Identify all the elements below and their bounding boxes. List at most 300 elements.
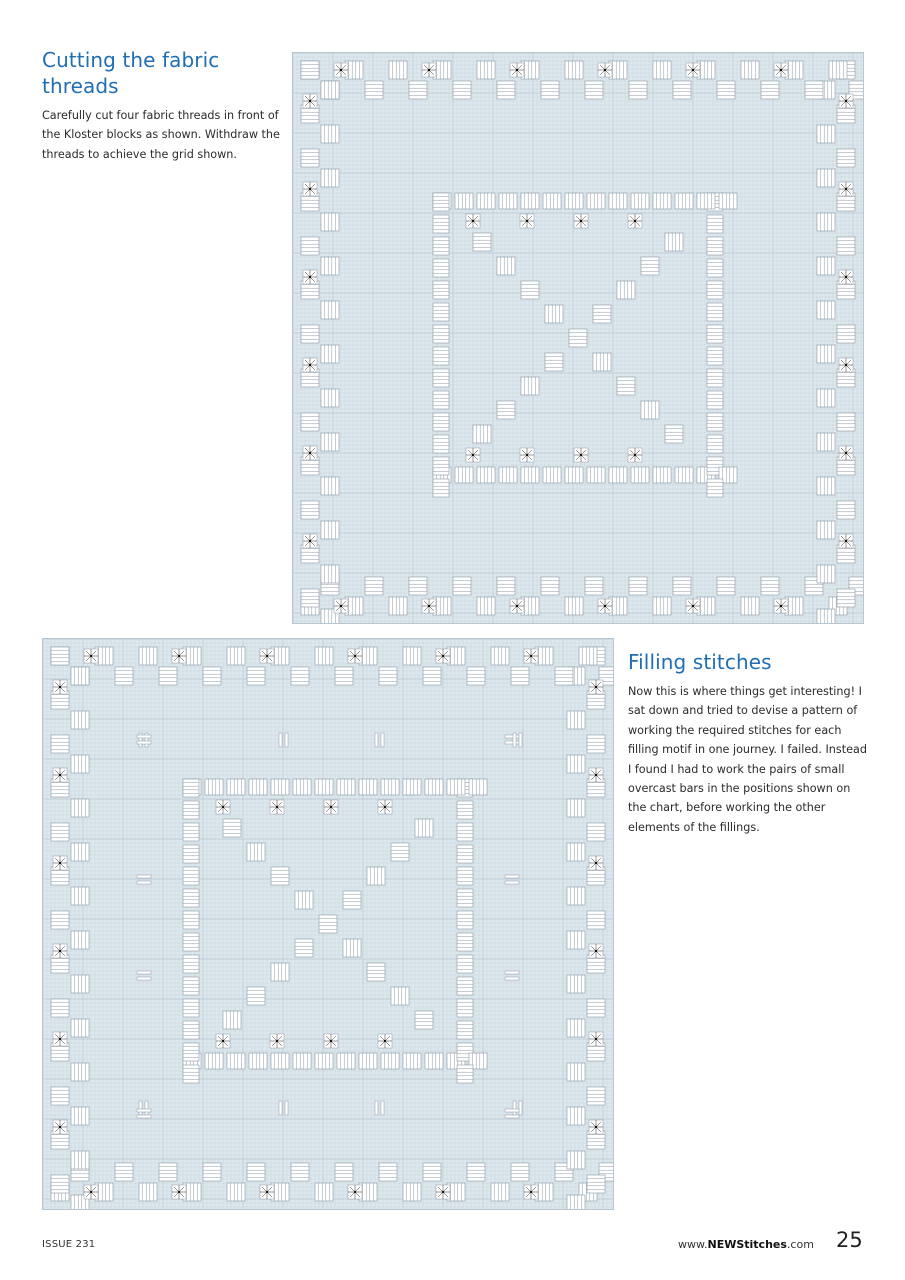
kloster-block: [817, 521, 835, 539]
kloster-block: [183, 845, 199, 863]
eyelet-stitch: [334, 63, 348, 77]
kloster-block: [359, 779, 377, 795]
cutting-heading: Cutting the fabric threads: [42, 48, 220, 98]
kloster-block: [71, 931, 89, 949]
kloster-block: [477, 193, 495, 209]
kloster-block: [301, 413, 319, 431]
kloster-block: [159, 1163, 177, 1181]
kloster-block: [379, 667, 397, 685]
kloster-block: [499, 467, 517, 483]
eyelet-stitch: [216, 1034, 230, 1048]
kloster-block: [565, 467, 583, 483]
kloster-block: [567, 1019, 585, 1037]
kloster-block: [315, 1183, 333, 1201]
kloster-block: [467, 667, 485, 685]
kloster-block: [71, 1151, 89, 1169]
kloster-block: [545, 305, 563, 323]
kloster-block: [381, 779, 399, 795]
kloster-block: [379, 1163, 397, 1181]
kloster-block: [321, 345, 339, 363]
kloster-block: [321, 521, 339, 539]
eyelet-stitch: [589, 944, 603, 958]
kloster-block: [567, 1151, 585, 1169]
eyelet-stitch: [84, 1185, 98, 1199]
kloster-block: [617, 281, 635, 299]
kloster-block: [203, 1163, 221, 1181]
kloster-block: [653, 597, 671, 615]
kloster-block: [183, 955, 199, 973]
kloster-block: [491, 1183, 509, 1201]
kloster-block: [183, 999, 199, 1017]
eyelet-stitch: [589, 768, 603, 782]
kloster-block: [457, 977, 473, 995]
kloster-block: [71, 799, 89, 817]
kloster-block: [665, 233, 683, 251]
kloster-block: [457, 889, 473, 907]
kloster-block: [335, 667, 353, 685]
eyelet-stitch: [84, 649, 98, 663]
kloster-block: [321, 125, 339, 143]
kloster-block: [453, 577, 471, 595]
kloster-block: [139, 647, 157, 665]
eyelet-stitch: [303, 358, 317, 372]
eyelet-stitch: [466, 214, 480, 228]
kloster-block: [579, 647, 597, 665]
cutting-section: [42, 47, 282, 164]
kloster-block: [71, 1107, 89, 1125]
kloster-block: [51, 735, 69, 753]
kloster-block: [543, 193, 561, 209]
kloster-block: [425, 779, 443, 795]
kloster-block: [183, 1065, 199, 1083]
kloster-block: [403, 1183, 421, 1201]
cutting-body: Carefully cut four fabric threads in front of the Kloster blocks as shown. Withdraw the threads to achieve the grid shown.: [42, 109, 280, 161]
kloster-block: [321, 477, 339, 495]
kloster-block: [183, 933, 199, 951]
eyelet-stitch: [324, 800, 338, 814]
kloster-block: [587, 1175, 605, 1193]
kloster-block: [321, 301, 339, 319]
filling-heading: Filling stitches: [628, 650, 772, 674]
kloster-block: [183, 867, 199, 885]
kloster-block: [183, 889, 199, 907]
kloster-block: [433, 215, 449, 233]
kloster-block: [457, 801, 473, 819]
kloster-block: [565, 597, 583, 615]
kloster-block: [271, 779, 289, 795]
kloster-block: [837, 589, 855, 607]
kloster-block: [817, 477, 835, 495]
kloster-block: [183, 823, 199, 841]
kloster-block: [433, 413, 449, 431]
kloster-block: [403, 647, 421, 665]
kloster-block: [389, 597, 407, 615]
kloster-block: [433, 435, 449, 453]
eyelet-stitch: [589, 1120, 603, 1134]
kloster-block: [433, 369, 449, 387]
kloster-block: [817, 609, 835, 623]
kloster-block: [641, 401, 659, 419]
kloster-block: [321, 169, 339, 187]
kloster-block: [249, 1053, 267, 1069]
kloster-block: [707, 303, 723, 321]
kloster-block: [301, 149, 319, 167]
kloster-block: [587, 823, 605, 841]
kloster-block: [203, 667, 221, 685]
kloster-block: [629, 81, 647, 99]
eyelet-stitch: [422, 599, 436, 613]
kloster-block: [271, 963, 289, 981]
kloster-block: [423, 667, 441, 685]
kloster-block: [223, 819, 241, 837]
kloster-block: [51, 1175, 69, 1193]
kloster-block: [51, 911, 69, 929]
eyelet-stitch: [422, 63, 436, 77]
kloster-block: [707, 259, 723, 277]
kloster-block: [205, 779, 223, 795]
eyelet-stitch: [334, 599, 348, 613]
kloster-block: [593, 305, 611, 323]
kloster-block: [51, 823, 69, 841]
eyelet-stitch: [172, 1185, 186, 1199]
eyelet-stitch: [303, 94, 317, 108]
issue-label: ISSUE 231: [42, 1239, 96, 1250]
kloster-block: [817, 169, 835, 187]
kloster-block: [587, 911, 605, 929]
eyelet-stitch: [303, 534, 317, 548]
kloster-block: [227, 1183, 245, 1201]
kloster-block: [569, 329, 587, 347]
kloster-block: [629, 577, 647, 595]
kloster-block: [139, 1183, 157, 1201]
kloster-block: [321, 81, 339, 99]
kloster-block: [457, 867, 473, 885]
kloster-block: [447, 779, 465, 795]
eyelet-stitch: [53, 1032, 67, 1046]
kloster-block: [337, 779, 355, 795]
eyelet-stitch: [53, 680, 67, 694]
kloster-block: [301, 237, 319, 255]
filling-body: Now this is where things get interesting! I sat down and tried to devise a pattern of working the required stitches for each filling motif in one journey. I failed. Instead I found I had to work the pairs of small overcast bars in the positions shown on the chart, before working the other elements of the fillings.: [628, 685, 867, 834]
kloster-block: [837, 149, 855, 167]
kloster-block: [567, 799, 585, 817]
eyelet-stitch: [686, 63, 700, 77]
kloster-block: [673, 81, 691, 99]
kloster-block: [565, 61, 583, 79]
kloster-block: [457, 845, 473, 863]
kloster-block: [71, 843, 89, 861]
kloster-block: [457, 911, 473, 929]
kloster-block: [457, 823, 473, 841]
kloster-block: [183, 1021, 199, 1039]
kloster-block: [631, 467, 649, 483]
kloster-block: [391, 987, 409, 1005]
kloster-block: [115, 667, 133, 685]
kloster-block: [433, 457, 449, 475]
kloster-block: [761, 577, 779, 595]
kloster-block: [587, 467, 605, 483]
kloster-block: [653, 61, 671, 79]
kloster-block: [817, 389, 835, 407]
kloster-block: [291, 1163, 309, 1181]
url-brand-stitches: Stitches: [736, 1238, 787, 1251]
kloster-block: [71, 887, 89, 905]
kloster-block: [817, 257, 835, 275]
kloster-block: [543, 467, 561, 483]
kloster-block: [567, 843, 585, 861]
kloster-block: [497, 401, 515, 419]
kloster-block: [521, 377, 539, 395]
kloster-block: [359, 1053, 377, 1069]
kloster-block: [473, 233, 491, 251]
kloster-block: [521, 467, 539, 483]
kloster-block: [343, 939, 361, 957]
eyelet-stitch: [348, 649, 362, 663]
kloster-block: [291, 667, 309, 685]
kloster-block: [271, 1053, 289, 1069]
kloster-block: [301, 589, 319, 607]
kloster-block: [433, 347, 449, 365]
kloster-block: [159, 667, 177, 685]
kloster-block: [593, 353, 611, 371]
eyelet-stitch: [839, 534, 853, 548]
kloster-block: [567, 887, 585, 905]
eyelet-stitch: [628, 214, 642, 228]
kloster-block: [457, 933, 473, 951]
eyelet-stitch: [378, 800, 392, 814]
hardanger-chart-bottom: [43, 639, 613, 1209]
kloster-block: [499, 193, 517, 209]
kloster-block: [477, 61, 495, 79]
kloster-block: [497, 257, 515, 275]
eyelet-stitch: [303, 270, 317, 284]
kloster-block: [71, 711, 89, 729]
kloster-block: [473, 425, 491, 443]
kloster-block: [817, 565, 835, 583]
eyelet-stitch: [589, 1032, 603, 1046]
kloster-block: [433, 303, 449, 321]
kloster-block: [707, 413, 723, 431]
kloster-block: [457, 1065, 473, 1083]
kloster-block: [183, 779, 199, 797]
kloster-block: [293, 779, 311, 795]
kloster-block: [403, 1053, 421, 1069]
eyelet-stitch: [589, 680, 603, 694]
kloster-block: [837, 413, 855, 431]
kloster-block: [837, 325, 855, 343]
kloster-block: [837, 501, 855, 519]
eyelet-stitch: [436, 649, 450, 663]
eyelet-stitch: [628, 448, 642, 462]
kloster-block: [205, 1053, 223, 1069]
kloster-block: [697, 193, 715, 209]
kloster-block: [477, 597, 495, 615]
kloster-block: [321, 565, 339, 583]
kloster-block: [585, 81, 603, 99]
eyelet-stitch: [774, 599, 788, 613]
website-link[interactable]: [678, 1238, 814, 1251]
kloster-block: [587, 193, 605, 209]
kloster-block: [567, 711, 585, 729]
kloster-block: [271, 867, 289, 885]
eyelet-stitch: [510, 63, 524, 77]
kloster-block: [817, 213, 835, 231]
kloster-block: [51, 1087, 69, 1105]
kloster-block: [491, 647, 509, 665]
kloster-block: [707, 435, 723, 453]
kloster-block: [545, 353, 563, 371]
kloster-block: [567, 1195, 585, 1209]
eyelet-stitch: [774, 63, 788, 77]
kloster-block: [641, 257, 659, 275]
eyelet-stitch: [436, 1185, 450, 1199]
eyelet-stitch: [53, 768, 67, 782]
kloster-block: [497, 81, 515, 99]
kloster-block: [837, 237, 855, 255]
kloster-block: [707, 325, 723, 343]
kloster-block: [367, 963, 385, 981]
eyelet-stitch: [303, 446, 317, 460]
kloster-block: [71, 755, 89, 773]
kloster-block: [567, 931, 585, 949]
kloster-block: [511, 1163, 529, 1181]
kloster-block: [423, 1163, 441, 1181]
kloster-block: [433, 237, 449, 255]
url-prefix: www.: [678, 1238, 708, 1251]
eyelet-stitch: [216, 800, 230, 814]
kloster-block: [301, 501, 319, 519]
kloster-block: [343, 891, 361, 909]
eyelet-stitch: [524, 1185, 538, 1199]
chart-bottom: [42, 638, 614, 1210]
eyelet-stitch: [348, 1185, 362, 1199]
kloster-block: [457, 999, 473, 1017]
eyelet-stitch: [53, 944, 67, 958]
kloster-block: [673, 577, 691, 595]
kloster-block: [321, 257, 339, 275]
eyelet-stitch: [53, 856, 67, 870]
eyelet-stitch: [524, 649, 538, 663]
kloster-block: [617, 377, 635, 395]
kloster-block: [247, 843, 265, 861]
kloster-block: [321, 389, 339, 407]
kloster-block: [541, 577, 559, 595]
kloster-block: [829, 61, 847, 79]
kloster-block: [455, 467, 473, 483]
kloster-block: [477, 467, 495, 483]
kloster-block: [247, 667, 265, 685]
kloster-block: [707, 479, 723, 497]
kloster-block: [301, 325, 319, 343]
kloster-block: [183, 1043, 199, 1061]
eyelet-stitch: [686, 599, 700, 613]
kloster-block: [337, 1053, 355, 1069]
kloster-block: [183, 977, 199, 995]
eyelet-stitch: [839, 270, 853, 284]
kloster-block: [315, 779, 333, 795]
kloster-block: [433, 193, 449, 211]
kloster-block: [247, 987, 265, 1005]
kloster-block: [587, 735, 605, 753]
kloster-block: [761, 81, 779, 99]
eyelet-stitch: [270, 1034, 284, 1048]
kloster-block: [381, 1053, 399, 1069]
page-number: 25: [836, 1228, 863, 1252]
kloster-block: [609, 193, 627, 209]
eyelet-stitch: [574, 214, 588, 228]
kloster-block: [409, 81, 427, 99]
kloster-block: [521, 281, 539, 299]
kloster-block: [227, 779, 245, 795]
kloster-block: [453, 81, 471, 99]
kloster-block: [707, 347, 723, 365]
eyelet-stitch: [260, 649, 274, 663]
kloster-block: [467, 1163, 485, 1181]
eyelet-stitch: [378, 1034, 392, 1048]
chart-top: [292, 52, 864, 624]
eyelet-stitch: [520, 448, 534, 462]
eyelet-stitch: [589, 856, 603, 870]
kloster-block: [521, 193, 539, 209]
kloster-block: [675, 467, 693, 483]
kloster-block: [457, 955, 473, 973]
kloster-block: [587, 999, 605, 1017]
kloster-block: [817, 345, 835, 363]
kloster-block: [585, 577, 603, 595]
kloster-block: [183, 911, 199, 929]
kloster-block: [805, 81, 823, 99]
kloster-block: [367, 867, 385, 885]
kloster-block: [301, 61, 319, 79]
kloster-block: [587, 1087, 605, 1105]
kloster-block: [51, 647, 69, 665]
kloster-block: [665, 425, 683, 443]
eyelet-stitch: [324, 1034, 338, 1048]
kloster-block: [433, 391, 449, 409]
kloster-block: [433, 479, 449, 497]
kloster-block: [389, 61, 407, 79]
kloster-block: [717, 577, 735, 595]
kloster-block: [247, 1163, 265, 1181]
kloster-block: [409, 577, 427, 595]
kloster-block: [295, 939, 313, 957]
kloster-block: [295, 891, 313, 909]
kloster-block: [319, 915, 337, 933]
kloster-block: [707, 237, 723, 255]
kloster-block: [675, 193, 693, 209]
url-suffix: .com: [786, 1238, 814, 1251]
kloster-block: [321, 433, 339, 451]
kloster-block: [415, 1011, 433, 1029]
kloster-block: [71, 667, 89, 685]
kloster-block: [315, 647, 333, 665]
kloster-block: [183, 801, 199, 819]
eyelet-stitch: [839, 358, 853, 372]
eyelet-stitch: [303, 182, 317, 196]
kloster-block: [115, 1163, 133, 1181]
kloster-block: [567, 755, 585, 773]
kloster-block: [511, 667, 529, 685]
kloster-block: [227, 647, 245, 665]
kloster-block: [555, 667, 573, 685]
eyelet-stitch: [510, 599, 524, 613]
kloster-block: [425, 1053, 443, 1069]
kloster-block: [315, 1053, 333, 1069]
kloster-block: [719, 193, 737, 209]
eyelet-stitch: [172, 649, 186, 663]
kloster-block: [71, 975, 89, 993]
eyelet-stitch: [53, 1120, 67, 1134]
